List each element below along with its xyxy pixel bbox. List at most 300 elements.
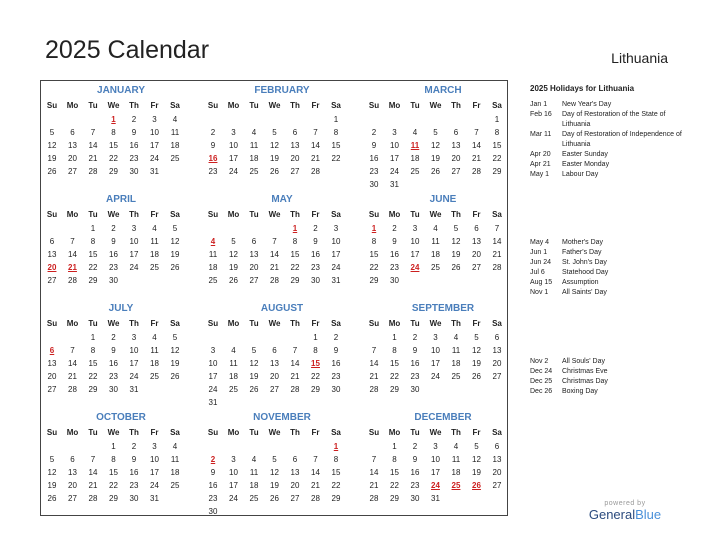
calendar-date: 24: [431, 371, 440, 381]
calendar-date: 14: [311, 467, 320, 477]
calendar-date: 26: [170, 262, 180, 272]
calendar-date: 29: [390, 493, 399, 503]
calendar-date: 10: [431, 454, 440, 464]
weekday-label: Sa: [492, 101, 502, 110]
calendar-date: 1: [313, 332, 318, 342]
calendar-date: 28: [492, 262, 502, 272]
weekday-label: Mo: [66, 101, 79, 110]
calendar-date: 26: [270, 166, 279, 176]
calendar-date: 29: [492, 166, 502, 176]
calendar-date: 7: [70, 345, 75, 355]
weekday-label: Fr: [472, 101, 481, 110]
calendar-date: 6: [49, 236, 55, 246]
calendar-date: 17: [208, 371, 218, 381]
calendar-date: 9: [412, 454, 418, 464]
calendar-date: 9: [111, 345, 116, 355]
holiday-date: 24: [410, 262, 420, 272]
calendar-date: 14: [369, 467, 379, 477]
calendar-date: 15: [290, 249, 300, 259]
calendar-date: 12: [47, 467, 57, 477]
calendar-date: 20: [270, 371, 279, 381]
calendar-date: 15: [88, 249, 98, 259]
weekday-label: Fr: [150, 319, 159, 328]
calendar-date: 8: [292, 236, 298, 246]
holiday-date-label: Dec 24: [530, 368, 553, 375]
calendar-date: 21: [492, 249, 502, 259]
calendar-date: 23: [129, 480, 139, 490]
weekday-label: Mo: [227, 210, 240, 219]
calendar-date: 30: [331, 384, 341, 394]
month-name: DECEMBER: [414, 412, 472, 423]
calendar-date: 2: [333, 332, 339, 342]
calendar-date: 26: [451, 262, 461, 272]
calendar-date: 10: [390, 140, 399, 150]
holiday-date: 15: [311, 358, 320, 368]
holiday-date-label: Nov 1: [530, 289, 549, 296]
calendar-date: 25: [229, 384, 238, 394]
weekday-label: Su: [46, 319, 58, 328]
calendar-date: 28: [290, 384, 300, 394]
calendar-date: 18: [249, 480, 259, 490]
calendar-date: 14: [88, 140, 98, 150]
month-name: MARCH: [424, 85, 462, 96]
weekday-label: Th: [290, 428, 300, 437]
calendar-date: 16: [331, 358, 341, 368]
calendar-date: 2: [111, 223, 116, 233]
calendar-date: 30: [410, 493, 420, 503]
weekday-label: Mo: [388, 428, 401, 437]
calendar-date: 6: [474, 223, 479, 233]
calendar-date: 9: [333, 345, 339, 355]
calendar-date: 3: [131, 223, 137, 233]
calendar-date: 1: [494, 114, 500, 124]
calendar-date: 28: [311, 493, 320, 503]
calendar-date: 20: [492, 467, 502, 477]
calendar-date: 6: [494, 441, 500, 451]
weekday-label: Th: [129, 428, 139, 437]
calendar-date: 29: [88, 384, 98, 394]
calendar-date: 18: [150, 249, 159, 259]
calendar-date: 20: [451, 153, 461, 163]
holiday-date-label: Jun 24: [530, 259, 552, 266]
holiday-date: 2: [210, 454, 216, 464]
calendar-date: 20: [492, 358, 502, 368]
calendar-date: 13: [290, 467, 300, 477]
month-name: JULY: [108, 303, 134, 314]
calendar-date: 19: [451, 249, 461, 259]
calendar-date: 16: [129, 467, 139, 477]
calendar-date: 13: [451, 140, 461, 150]
weekday-label: Fr: [311, 319, 320, 328]
calendar-date: 24: [129, 262, 139, 272]
calendar-date: 15: [369, 249, 379, 259]
calendar-date: 12: [47, 140, 57, 150]
calendar-date: 30: [390, 275, 399, 285]
calendar-date: 2: [111, 332, 116, 342]
calendar-date: 25: [410, 166, 420, 176]
calendar-date: 17: [129, 358, 139, 368]
calendar-date: 19: [270, 480, 279, 490]
calendar-date: 11: [150, 345, 159, 355]
calendar-date: 18: [249, 153, 259, 163]
calendar-date: 26: [47, 493, 57, 503]
holiday-name: Day of Restoration of the State of Lithuania: [562, 111, 666, 128]
calendar-date: 21: [68, 371, 77, 381]
calendar-date: 29: [331, 493, 341, 503]
weekday-label: Sa: [331, 210, 341, 219]
calendar-date: 6: [70, 454, 75, 464]
calendar-date: 24: [129, 371, 139, 381]
calendar-date: 29: [311, 384, 320, 394]
calendar-date: 2: [210, 127, 216, 137]
calendar-date: 23: [369, 166, 379, 176]
weekday-label: Tu: [88, 319, 98, 328]
holiday-name: Day of Restoration of Independence of Lithuania: [562, 131, 682, 148]
calendar-date: 7: [70, 236, 75, 246]
weekday-label: We: [268, 210, 281, 219]
calendar-date: 23: [410, 371, 420, 381]
month-name: NOVEMBER: [253, 412, 311, 423]
holiday-date-label: May 4: [530, 239, 550, 246]
weekday-label: Fr: [472, 428, 481, 437]
calendar-date: 22: [88, 262, 98, 272]
calendar-date: 11: [150, 236, 159, 246]
weekday-label: Mo: [388, 101, 401, 110]
calendar-date: 4: [231, 345, 236, 355]
calendar-date: 18: [451, 358, 461, 368]
holiday-date-label: Dec 26: [530, 388, 553, 395]
calendar-date: 29: [88, 275, 98, 285]
holiday-date: 1: [292, 223, 298, 233]
weekday-label: Su: [207, 101, 219, 110]
month-name: OCTOBER: [96, 412, 146, 423]
calendar-date: 12: [451, 236, 461, 246]
calendar-date: 19: [47, 480, 57, 490]
calendar-date: 18: [451, 467, 461, 477]
holiday-name: Easter Monday: [562, 161, 610, 168]
calendar-date: 3: [131, 332, 137, 342]
holiday-date: 20: [47, 262, 57, 272]
calendar-date: 10: [150, 127, 159, 137]
calendar-date: 4: [251, 127, 257, 137]
calendar-date: 28: [68, 384, 77, 394]
calendar-date: 6: [453, 127, 459, 137]
weekday-label: We: [268, 319, 281, 328]
weekday-label: Fr: [311, 210, 320, 219]
holiday-date-label: Nov 2: [530, 358, 549, 365]
calendar-date: 5: [172, 223, 178, 233]
calendar-date: 4: [433, 223, 438, 233]
calendar-date: 13: [472, 236, 481, 246]
calendar-date: 28: [270, 275, 279, 285]
calendar-date: 17: [331, 249, 341, 259]
calendar-date: 14: [270, 249, 279, 259]
calendar-date: 5: [49, 454, 55, 464]
weekday-label: Tu: [88, 210, 98, 219]
calendar-date: 5: [433, 127, 438, 137]
weekday-label: Su: [368, 101, 380, 110]
weekday-label: Su: [46, 210, 58, 219]
calendar-date: 15: [88, 358, 98, 368]
calendar-date: 25: [150, 371, 159, 381]
calendar-date: 11: [451, 454, 461, 464]
calendar-date: 14: [68, 358, 77, 368]
holiday-date-label: Jan 1: [530, 101, 548, 108]
holiday-date-label: Mar 11: [530, 131, 552, 138]
calendar-date: 15: [390, 467, 399, 477]
calendar-date: 1: [90, 223, 96, 233]
month-name: AUGUST: [260, 303, 304, 314]
weekday-label: Th: [129, 319, 139, 328]
weekday-label: Sa: [170, 101, 180, 110]
calendar-date: 30: [369, 179, 379, 189]
weekday-label: Tu: [249, 319, 259, 328]
calendar-date: 3: [152, 441, 157, 451]
weekday-label: Tu: [249, 210, 259, 219]
calendar-date: 25: [249, 493, 259, 503]
calendar-date: 15: [492, 140, 502, 150]
calendar-date: 8: [392, 345, 397, 355]
calendar-date: 12: [431, 140, 440, 150]
country-label: Lithuania: [611, 50, 668, 66]
weekday-label: Sa: [331, 101, 341, 110]
calendar-date: 24: [208, 384, 218, 394]
calendar-date: 14: [290, 358, 300, 368]
weekday-label: Sa: [331, 428, 341, 437]
calendar-date: 15: [109, 140, 118, 150]
calendar-date: 7: [371, 345, 377, 355]
month-name: SEPTEMBER: [411, 303, 475, 314]
weekday-label: Su: [368, 210, 380, 219]
calendar-date: 27: [47, 275, 57, 285]
calendar-date: 21: [88, 480, 98, 490]
calendar-date: 28: [369, 493, 379, 503]
weekday-label: Fr: [150, 210, 159, 219]
calendar-date: 12: [472, 345, 481, 355]
weekday-label: We: [107, 101, 120, 110]
calendar-date: 6: [251, 236, 257, 246]
calendar-date: 16: [109, 358, 118, 368]
calendar-date: 6: [292, 127, 298, 137]
weekday-label: Fr: [150, 101, 159, 110]
calendar-date: 25: [451, 371, 461, 381]
calendar-date: 21: [290, 371, 300, 381]
weekday-label: Sa: [331, 319, 341, 328]
calendar-date: 24: [229, 493, 238, 503]
calendar-date: 9: [371, 140, 377, 150]
calendar-date: 9: [412, 345, 418, 355]
calendar-date: 3: [433, 332, 438, 342]
calendar-date: 18: [208, 262, 218, 272]
calendar-date: 27: [472, 262, 481, 272]
calendar-date: 16: [390, 249, 399, 259]
month-name: FEBRUARY: [254, 85, 310, 96]
weekday-label: Th: [129, 101, 139, 110]
calendar-date: 27: [290, 493, 300, 503]
calendar-date: 6: [272, 345, 277, 355]
calendar-date: 26: [170, 371, 180, 381]
calendar-date: 3: [333, 223, 339, 233]
brand-footer: [585, 500, 665, 522]
calendar-date: 4: [251, 454, 257, 464]
calendar-date: 31: [431, 493, 440, 503]
weekday-label: We: [268, 101, 281, 110]
holiday-list-title: 2025 Holidays for Lithuania: [530, 84, 635, 93]
calendar-date: 16: [311, 249, 320, 259]
calendar-date: 9: [210, 140, 216, 150]
calendar-date: 19: [229, 262, 238, 272]
calendar-date: 29: [390, 384, 399, 394]
weekday-label: Sa: [170, 319, 180, 328]
calendar-date: 27: [47, 384, 57, 394]
calendar-date: 28: [68, 275, 77, 285]
page-title: 2025 Calendar: [45, 36, 210, 64]
calendar-date: 30: [129, 493, 139, 503]
calendar-date: 17: [390, 153, 399, 163]
calendar-date: 9: [111, 236, 116, 246]
calendar-date: 20: [68, 153, 77, 163]
calendar-date: 22: [369, 262, 379, 272]
calendar-date: 22: [331, 153, 341, 163]
calendar-date: 23: [410, 480, 420, 490]
calendar-date: 10: [150, 454, 159, 464]
calendar-date: 17: [229, 153, 238, 163]
calendar-date: 19: [472, 467, 481, 477]
calendar-date: 4: [412, 127, 418, 137]
calendar-date: 18: [229, 371, 238, 381]
weekday-label: Tu: [249, 428, 259, 437]
calendar-date: 31: [129, 384, 139, 394]
holiday-date: 25: [451, 480, 461, 490]
calendar-date: 25: [208, 275, 218, 285]
calendar-date: 25: [150, 262, 159, 272]
calendar-date: 21: [311, 480, 320, 490]
holiday-date: 1: [371, 223, 377, 233]
weekday-label: Fr: [472, 210, 481, 219]
calendar-date: 19: [249, 371, 259, 381]
weekday-label: We: [429, 428, 442, 437]
calendar-date: 29: [109, 493, 118, 503]
calendar-date: 5: [474, 441, 479, 451]
calendar-date: 8: [392, 454, 397, 464]
weekday-label: We: [107, 319, 120, 328]
calendar-date: 5: [453, 223, 459, 233]
calendar-date: 31: [331, 275, 341, 285]
calendar-date: 30: [109, 384, 118, 394]
weekday-label: Tu: [88, 428, 98, 437]
calendar-date: 17: [431, 358, 440, 368]
calendar-date: 20: [472, 249, 481, 259]
holiday-date: 6: [49, 345, 55, 355]
calendar-date: 3: [433, 441, 438, 451]
weekday-label: Sa: [492, 428, 502, 437]
calendar-date: 23: [208, 493, 218, 503]
calendar-date: 2: [371, 127, 377, 137]
calendar-date: 2: [392, 223, 397, 233]
calendar-date: 27: [451, 166, 461, 176]
calendar-date: 26: [270, 493, 279, 503]
calendar-date: 29: [109, 166, 118, 176]
calendar-date: 31: [150, 493, 159, 503]
calendar-date: 21: [270, 262, 279, 272]
calendar-date: 26: [249, 384, 259, 394]
calendar-date: 4: [152, 223, 157, 233]
holiday-date: 16: [208, 153, 218, 163]
holiday-name: Boxing Day: [562, 388, 598, 395]
weekday-label: Mo: [66, 319, 79, 328]
holiday-name: All Souls' Day: [562, 358, 605, 365]
weekday-label: Tu: [410, 210, 420, 219]
weekday-label: Su: [207, 210, 219, 219]
calendar-date: 6: [70, 127, 75, 137]
calendar-date: 2: [313, 223, 318, 233]
holiday-date: 11: [410, 140, 420, 150]
calendar-date: 5: [231, 236, 236, 246]
calendar-date: 14: [472, 140, 481, 150]
calendar-date: 11: [170, 127, 180, 137]
calendar-date: 15: [331, 467, 341, 477]
holiday-name: Assumption: [562, 279, 599, 286]
calendar-date: 8: [494, 127, 500, 137]
weekday-label: Th: [290, 210, 300, 219]
weekday-label: Mo: [227, 319, 240, 328]
calendar-date: 4: [172, 441, 178, 451]
calendar-date: 3: [231, 127, 236, 137]
calendar-date: 24: [150, 480, 159, 490]
holiday-date-label: Jul 6: [530, 269, 545, 276]
calendar-date: 1: [333, 114, 339, 124]
weekday-label: Sa: [170, 210, 180, 219]
calendar-date: 14: [88, 467, 98, 477]
calendar-date: 17: [229, 480, 238, 490]
calendar-date: 23: [331, 371, 341, 381]
calendar-date: 8: [313, 345, 318, 355]
weekday-label: Su: [207, 319, 219, 328]
month-name: MAY: [271, 194, 293, 205]
calendar-date: 31: [208, 397, 218, 407]
holiday-date-label: Apr 21: [530, 161, 551, 168]
month-name: JANUARY: [97, 85, 145, 96]
calendar-date: 5: [49, 127, 55, 137]
calendar-date: 27: [492, 480, 502, 490]
weekday-label: Tu: [410, 101, 420, 110]
calendar-date: 24: [150, 153, 159, 163]
weekday-label: Th: [129, 210, 139, 219]
calendar-date: 7: [494, 223, 500, 233]
calendar-date: 26: [431, 166, 440, 176]
calendar-date: 22: [390, 480, 399, 490]
brand-logo: GeneralBlue: [588, 507, 662, 522]
calendar-date: 13: [68, 467, 77, 477]
calendar-date: 24: [331, 262, 341, 272]
holiday-date-label: Dec 25: [530, 378, 553, 385]
holiday-name: Father's Day: [562, 249, 602, 256]
weekday-label: Mo: [227, 428, 240, 437]
calendar-date: 5: [172, 332, 178, 342]
calendar-date: 12: [170, 236, 180, 246]
weekday-label: Th: [451, 101, 461, 110]
weekday-label: Tu: [410, 428, 420, 437]
calendar-date: 7: [313, 127, 318, 137]
calendar-date: 7: [313, 454, 318, 464]
holiday-name: Christmas Day: [562, 378, 608, 385]
calendar-date: 2: [131, 114, 137, 124]
holiday-name: All Saints' Day: [562, 289, 607, 296]
calendar-date: 10: [229, 467, 238, 477]
calendar-date: 27: [270, 384, 279, 394]
calendar-date: 3: [392, 127, 397, 137]
weekday-label: We: [268, 428, 281, 437]
